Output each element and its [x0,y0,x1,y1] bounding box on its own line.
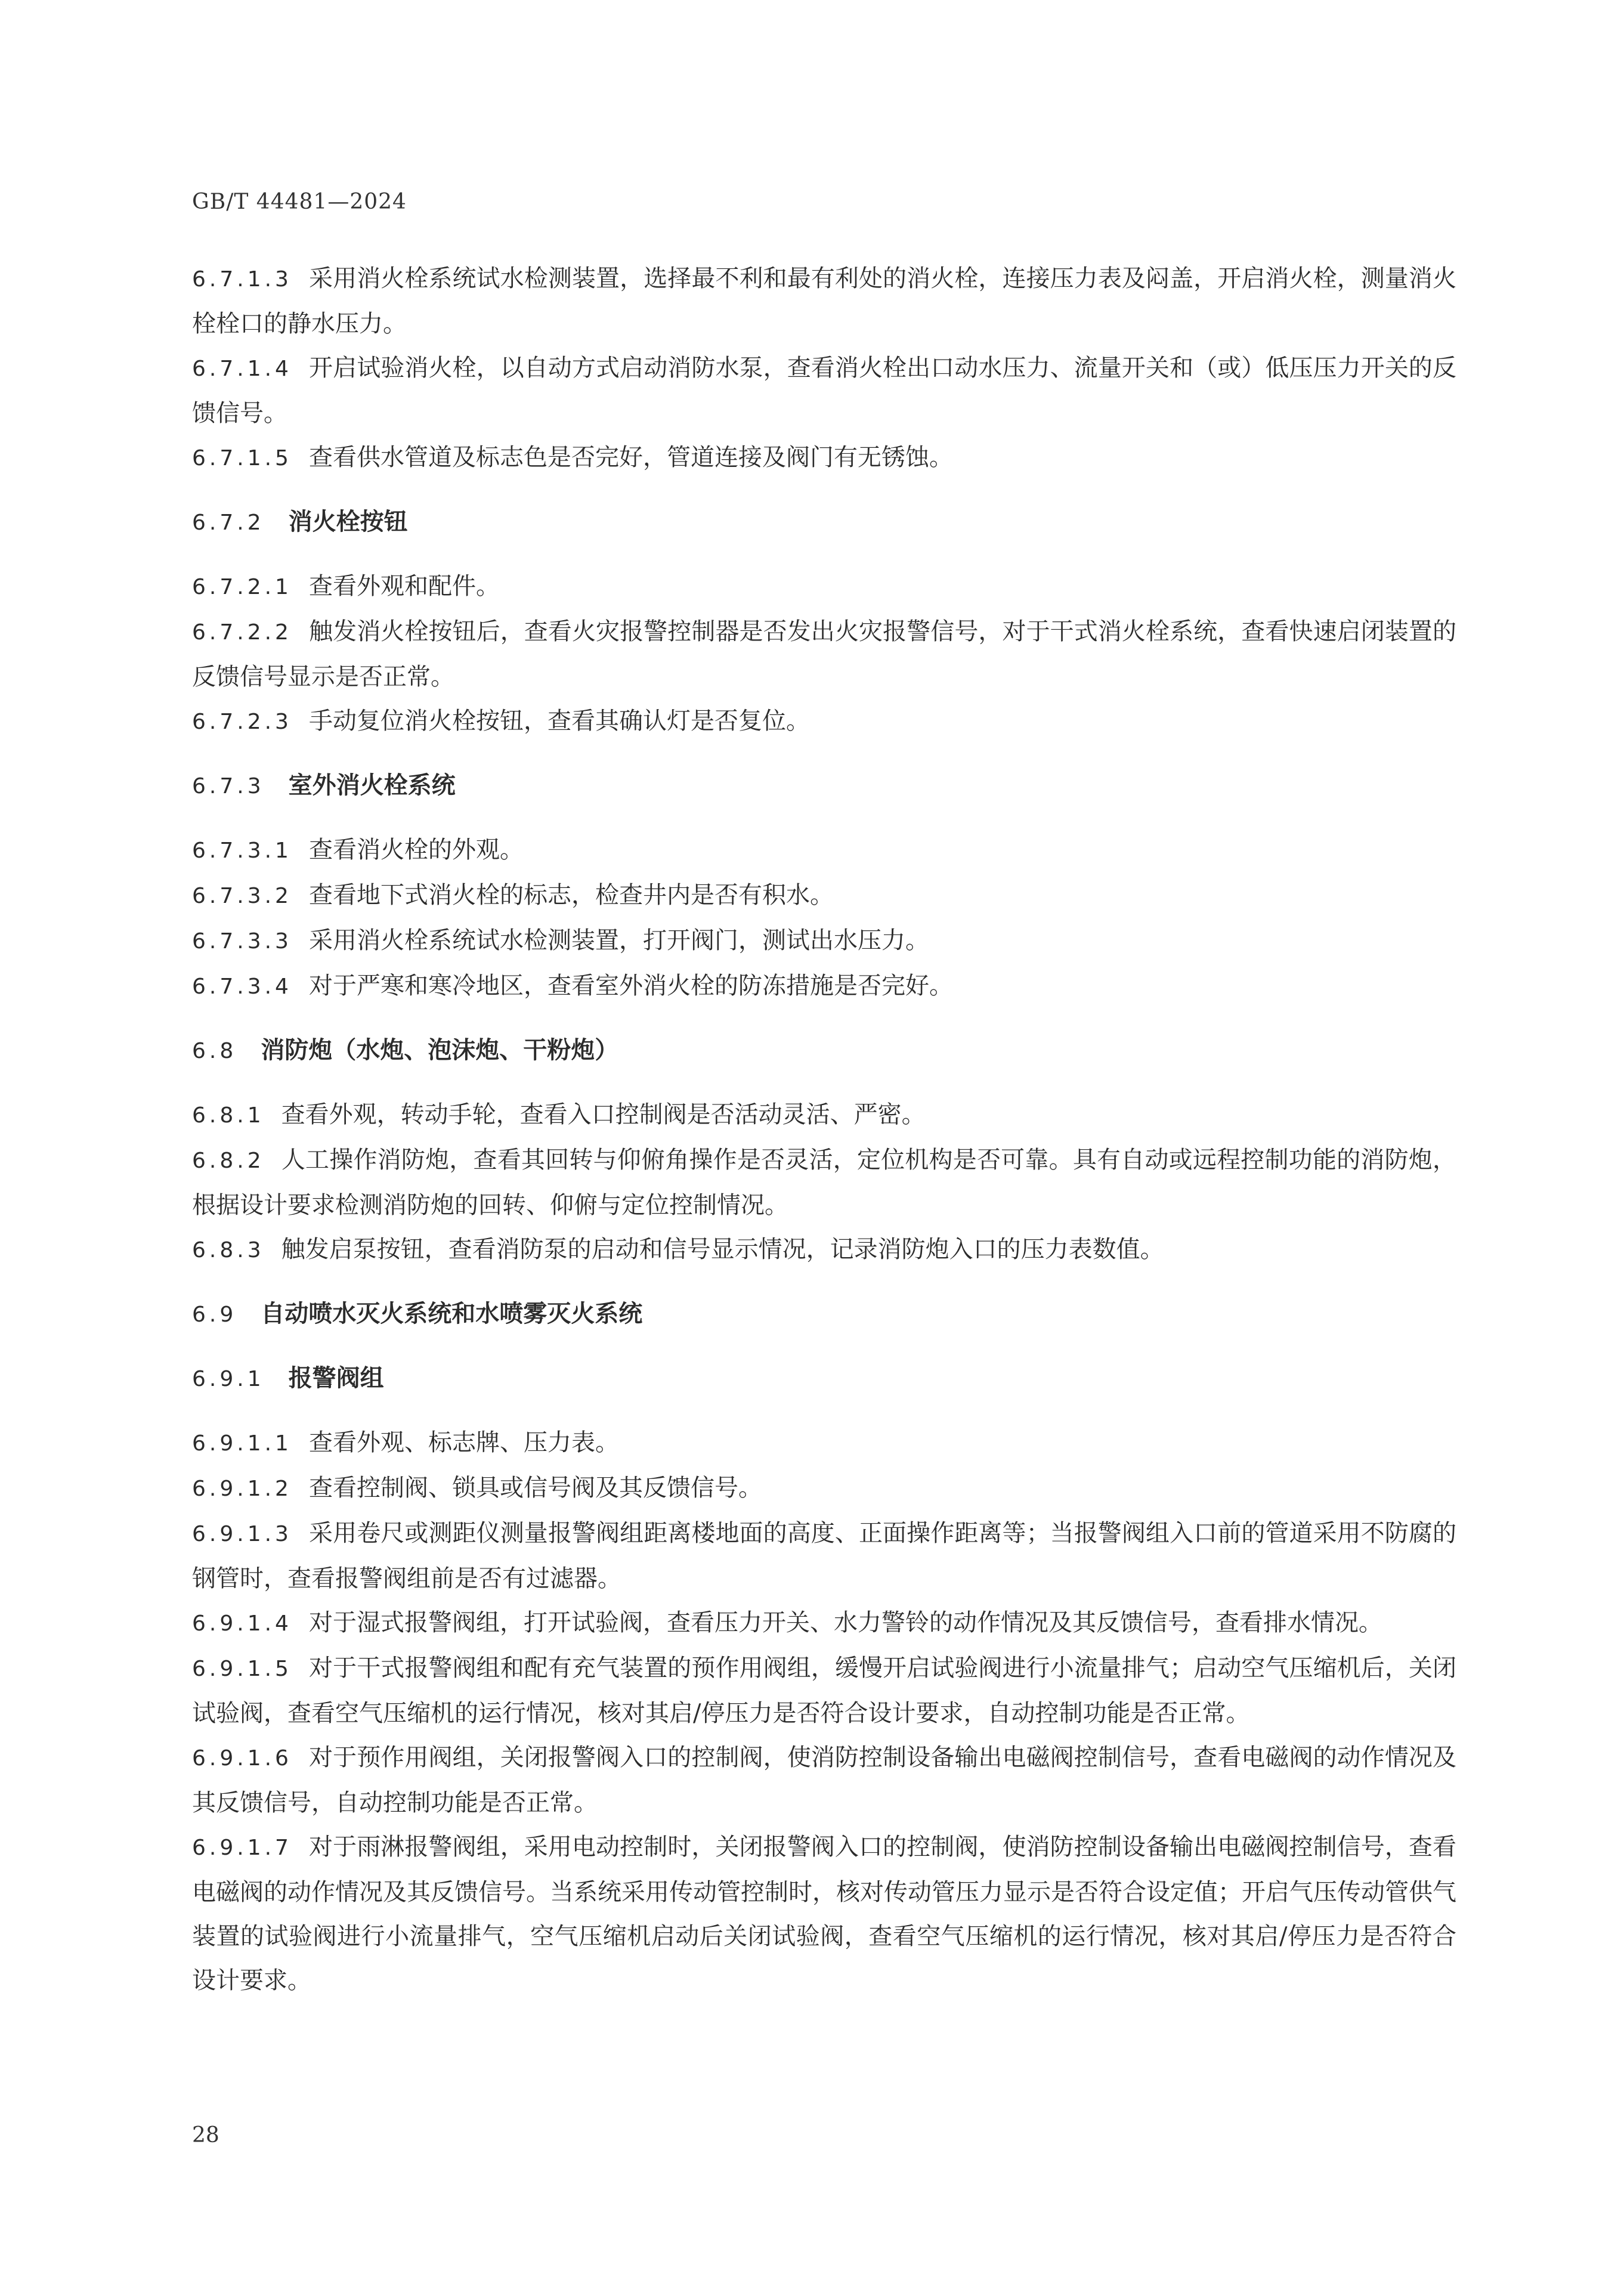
clause-number: 6.9.1.1 [192,1431,292,1456]
section-heading-6-9 [192,1292,1456,1337]
section-heading-6-7-3 [192,763,1456,809]
clause-text: 查看外观、标志牌、压力表。 [308,1429,619,1456]
clause-number: 6.9.1.2 [192,1477,292,1501]
page-number: 28 [192,2123,219,2148]
clause-6-7-2-3 [192,699,1456,744]
clause-number: 6.7.3.3 [192,929,292,954]
clause-text: 手动复位消火栓按钮，查看其确认灯是否复位。 [308,707,810,735]
clause-6-9-1-1 [192,1421,1456,1466]
section-heading-6-8 [192,1028,1456,1073]
section-heading-6-9-1 [192,1356,1456,1401]
clause-6-7-3-3 [192,918,1456,964]
clause-number: 6.9.1.5 [192,1657,292,1681]
clause-text: 触发消火栓按钮后，查看火灾报警控制器是否发出火灾报警信号，对于干式消火栓系统，查看快速启闭装置的反馈信号显示是否正常。 [192,618,1456,691]
section-title: 室外消火栓系统 [288,772,456,799]
clause-text: 采用卷尺或测距仪测量报警阀组距离楼地面的高度、正面操作距离等；当报警阀组入口前的管道采用不防腐的钢管时，查看报警阀组前是否有过滤器。 [192,1520,1456,1592]
clause-6-7-2-1 [192,564,1456,609]
clause-text: 对于严寒和寒冷地区，查看室外消火栓的防冻措施是否完好。 [308,972,953,1000]
section-number: 6.7.3 [192,774,265,799]
section-number: 6.9 [192,1302,237,1327]
clause-text: 人工操作消防炮，查看其回转与仰俯角操作是否灵活，定位机构是否可靠。具有自动或远程控制功能的消防炮，根据设计要求检测消防炮的回转、仰俯与定位控制情况。 [192,1146,1456,1219]
clause-number: 6.8.3 [192,1238,265,1263]
clause-number: 6.9.1.3 [192,1522,292,1546]
section-title: 报警阀组 [288,1364,384,1392]
clause-number: 6.7.1.3 [192,267,292,292]
clause-text: 查看消火栓的外观。 [308,836,524,864]
clause-6-7-3-2 [192,873,1456,918]
clause-6-8-3 [192,1227,1456,1273]
clause-text: 查看控制阀、锁具或信号阀及其反馈信号。 [308,1474,762,1502]
clause-6-9-1-4 [192,1601,1456,1646]
clause-6-7-1-4 [192,346,1456,435]
clause-6-9-1-3 [192,1511,1456,1601]
clause-number: 6.9.1.7 [192,1836,292,1860]
clause-text: 查看外观和配件。 [308,573,500,600]
clause-text: 触发启泵按钮，查看消防泵的启动和信号显示情况，记录消防炮入口的压力表数值。 [281,1236,1164,1263]
section-title: 自动喷水灭火系统和水喷雾灭火系统 [261,1300,643,1328]
clause-6-8-1 [192,1093,1456,1138]
section-number: 6.8 [192,1039,237,1063]
clause-6-7-3-1 [192,828,1456,873]
clause-6-7-3-4 [192,964,1456,1009]
section-title: 消防炮（水炮、泡沫炮、干粉炮） [261,1036,619,1064]
section-heading-6-7-2 [192,500,1456,545]
clause-number: 6.8.1 [192,1103,265,1128]
section-title: 消火栓按钮 [288,508,408,536]
clause-number: 6.9.1.4 [192,1611,292,1636]
clause-6-8-2 [192,1138,1456,1227]
clause-number: 6.7.2.2 [192,620,292,645]
section-number: 6.9.1 [192,1367,265,1391]
clause-number: 6.7.3.2 [192,884,292,908]
clause-text: 采用消火栓系统试水检测装置，打开阀门，测试出水压力。 [308,927,929,954]
clause-6-9-1-2 [192,1466,1456,1511]
clause-number: 6.7.2.1 [192,575,292,599]
clause-text: 查看地下式消火栓的标志，检查井内是否有积水。 [308,881,834,909]
clause-number: 6.8.2 [192,1149,265,1173]
clause-text: 对于湿式报警阀组，打开试验阀，查看压力开关、水力警铃的动作情况及其反馈信号，查看排水情况。 [308,1609,1382,1636]
clause-number: 6.7.2.3 [192,710,292,734]
clause-6-7-1-5 [192,435,1456,481]
clause-6-7-2-2 [192,609,1456,699]
clause-text: 采用消火栓系统试水检测装置，选择最不利和最有利处的消火栓，连接压力表及闷盖，开启消火栓，测量消火栓栓口的静水压力。 [192,265,1456,338]
clause-text: 查看外观，转动手轮，查看入口控制阀是否活动灵活、严密。 [281,1101,926,1128]
clause-number: 6.7.3.1 [192,838,292,863]
clause-number: 6.7.1.4 [192,357,292,381]
clause-6-9-1-6 [192,1735,1456,1825]
clause-6-9-1-7 [192,1825,1456,2003]
clause-text: 对于预作用阀组，关闭报警阀入口的控制阀，使消防控制设备输出电磁阀控制信号，查看电磁阀的动作情况及其反馈信号，自动控制功能是否正常。 [192,1744,1456,1817]
clause-6-7-1-3 [192,256,1456,346]
section-number: 6.7.2 [192,510,265,535]
clause-text: 开启试验消火栓，以自动方式启动消防水泵，查看消火栓出口动水压力、流量开关和（或）低压压力开关的反馈信号。 [192,354,1456,427]
standard-code-header: GB/T 44481—2024 [192,190,407,214]
clause-number: 6.7.3.4 [192,974,292,999]
clause-6-9-1-5 [192,1646,1456,1735]
clause-number: 6.9.1.6 [192,1746,292,1771]
document-body [192,256,1456,2003]
clause-number: 6.7.1.5 [192,446,292,471]
clause-text: 查看供水管道及标志色是否完好，管道连接及阀门有无锈蚀。 [308,444,953,471]
clause-text: 对于干式报警阀组和配有充气装置的预作用阀组，缓慢开启试验阀进行小流量排气；启动空气压缩机后，关闭试验阀，查看空气压缩机的运行情况，核对其启/停压力是否符合设计要求，自动控制功能是否正常。 [192,1654,1456,1727]
clause-text: 对于雨淋报警阀组，采用电动控制时，关闭报警阀入口的控制阀，使消防控制设备输出电磁阀控制信号，查看电磁阀的动作情况及其反馈信号。当系统采用传动管控制时，核对传动管压力显示是否符合设定值；开启气压传动管供气装置的试验阀进行小流量排气，空气压缩机启动后关闭试验阀，查看空气压缩机的运行情况，核对其启/停压力是否符合设计要求。 [192,1833,1456,1994]
